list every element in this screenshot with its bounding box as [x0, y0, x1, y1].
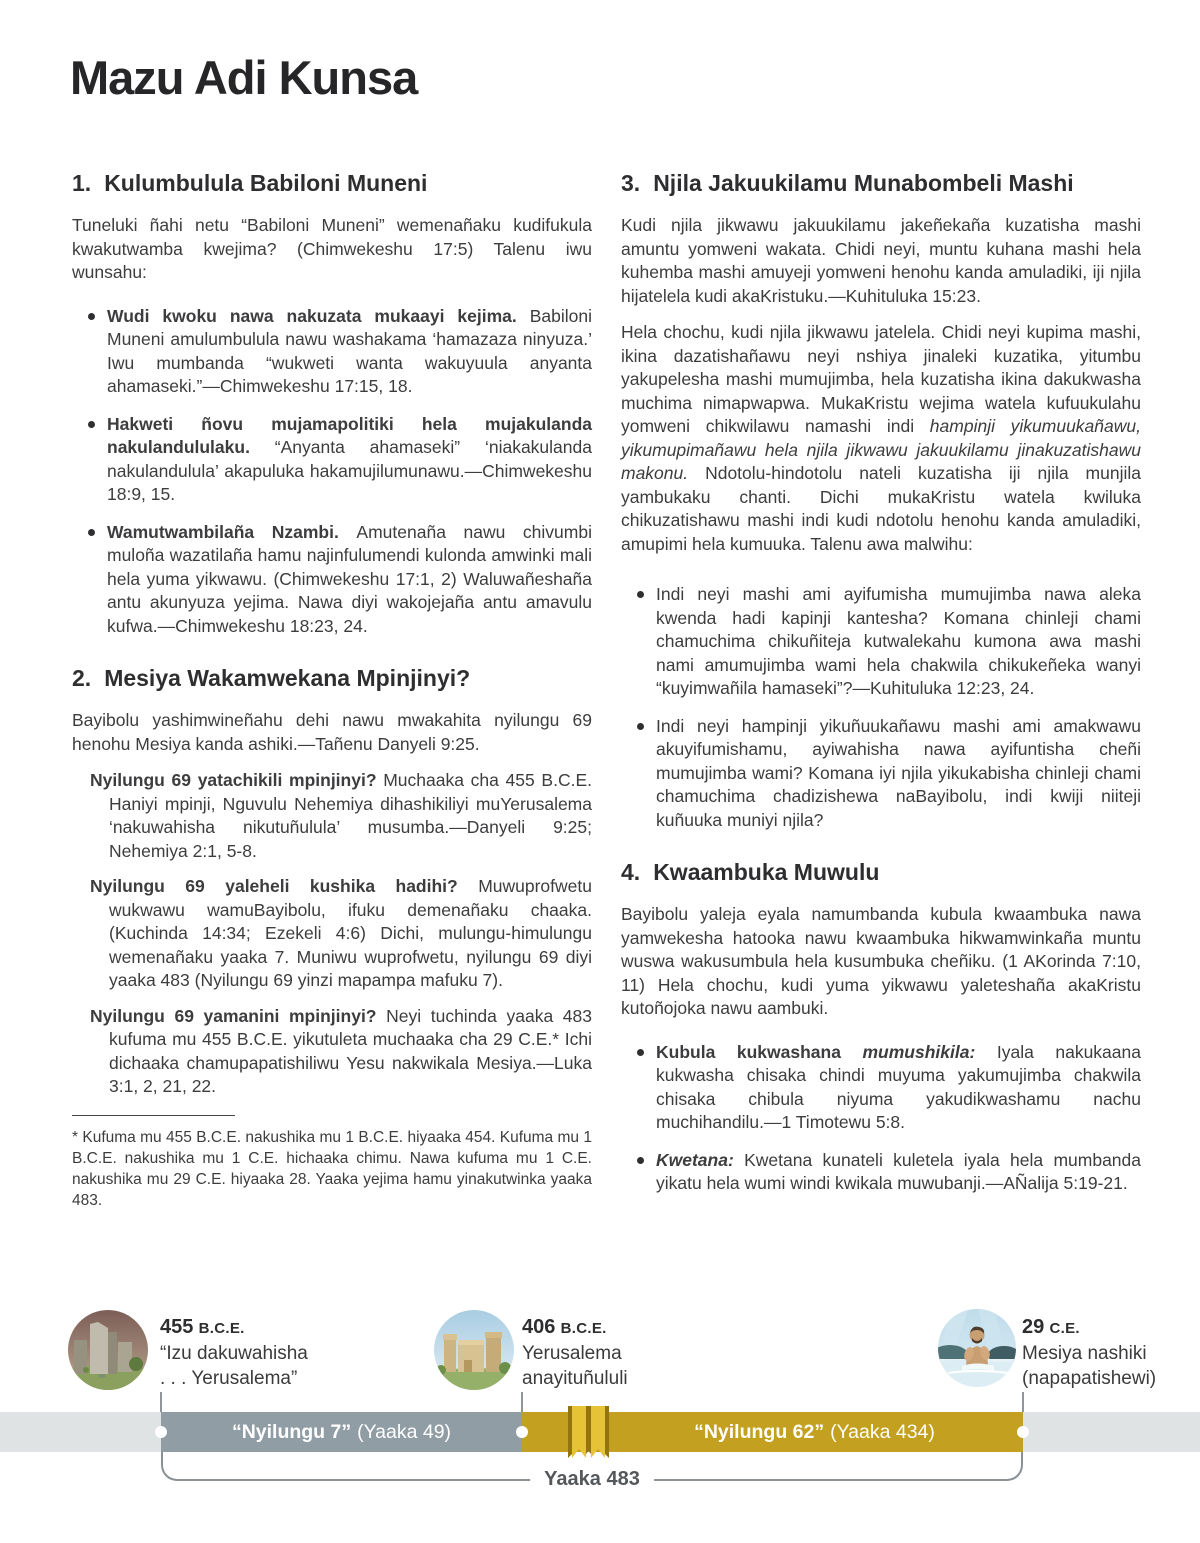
section-number: 3.: [621, 170, 641, 196]
bullet-lead-italic: mumushikila:: [862, 1041, 997, 1062]
question-lead: Nyilungu 69 yatachikili mpinjinyi?: [90, 770, 384, 790]
list-item: [621, 715, 1141, 833]
event-caption-line: anayituñululi: [522, 1368, 628, 1389]
section-3-paragraph-1: Kudi njila jikwawu jakuukilamu jakeñekaña kuzatisha mashi amuntu yomweni wakata. Chidi neyi, muntu kuhana mashi hela kuhemba mashi amuyeji yomweni henohu kanda amuladiki, iji njila hijatelela kudi akaKristuku.—Kuhituluka 15:23.: [621, 215, 1141, 306]
page-title: Mazu Adi Kunsa: [70, 51, 418, 104]
section-3-paragraph-2: [621, 321, 1141, 556]
bar-label-bold: “Nyilungu 7”: [231, 1420, 352, 1443]
list-item: [72, 305, 592, 399]
sub-paragraph: [72, 875, 592, 993]
event-year: 455: [160, 1316, 194, 1338]
event-caption-line: Mesiya nashiki: [1022, 1343, 1147, 1364]
question-lead: Nyilungu 69 yamanini mpinjinyi?: [90, 1005, 387, 1026]
section-1-intro: Tuneluki ñahi netu “Babiloni Muneni” wemenañaku kudifukula kwakutwamba kwejima? (Chimwekeshu 17:5) Talenu iwu wunsahu:: [72, 215, 592, 282]
bullet-text: “Anyanta ahamaseki” ‘niakakulanda nakulandulula’ akapuluka hakamujilumunawu.—Chimwekeshu 18:9, 15.: [107, 437, 592, 504]
event-date: [160, 1315, 308, 1341]
left-column: [72, 170, 592, 1211]
footnote: * Kufuma mu 455 B.C.E. nakushika mu 1 B.C.E. hiyaaka 454. Kufuma mu 1 B.C.E. nakushika mu 1 C.E. hichaaka chimu. Nawa kufuma mu 1 C.E. nakushika mu 29 C.E. hiyaaka 28. Yaaka yejima hamu yinakutwinka yaaka 483.: [72, 1128, 592, 1209]
rebuilt-city-walls-image: [434, 1310, 514, 1390]
section-title: Mesiya Wakamwekana Mpinjinyi?: [104, 665, 471, 691]
event-caption-line: Yerusalema: [522, 1343, 622, 1364]
section-4-heading: [621, 859, 1141, 886]
timeline-event-406: [522, 1315, 628, 1391]
bullet-lead-italic: Kwetana:: [656, 1149, 745, 1170]
footnote-divider: [72, 1115, 235, 1116]
list-item: [72, 413, 592, 507]
paragraph-text: Ndotolu-hindotolu nateli kuzatisha iji njila munjila yambukaku chanti. Dichi mukaKristu watela kwiluka chikuzatishawu mashi indi kudi ndotolu henohu kanda amuladiki, amupimi hela kumuuka. Talenu awa malwihu:: [621, 463, 1141, 554]
event-year: 406: [522, 1316, 556, 1338]
section-number: 1.: [72, 170, 92, 196]
timeline-total-label: Yaaka 483: [530, 1468, 654, 1491]
paragraph-text: Muwuprofwetu wukwawu wamuBayibolu, ifuku demenañaku chaaka. (Kuchinda 14:34; Ezekeli 4:6) Dichi, mulungu-himulungu wemenañaku yaaka 7. Muniwu wuprofwetu, nyilungu 69 diyi yaaka 483 (Nyilungu 69 yinzi mapampa mafuku 7).: [109, 876, 592, 990]
section-1-heading: [72, 170, 592, 197]
event-era: B.C.E.: [198, 1320, 245, 1337]
bullet-text: Iyala nakukaana kukwasha chisaka chindi muyuma yakumujimba chakwila chisaka chibula niyuma yakudikwashamu nachu muchihandilu.—1 Timotewu 5:8.: [656, 1041, 1141, 1132]
bar-label: (Yaaka 434): [830, 1420, 935, 1443]
bullet-lead: Wamutwambilaña Nzambi.: [107, 521, 357, 542]
bullet-lead: Hakweti ñovu mujamapolitiki hela mujakulanda nakulandululaku.: [107, 413, 592, 457]
sub-paragraph: [72, 769, 592, 863]
list-item: [621, 583, 1141, 701]
list-item: [72, 521, 592, 639]
list-item: [621, 1149, 1141, 1196]
section-3-bullet-list: [621, 583, 1141, 832]
bullet-text: Kwetana kunateli kuletela iyala hela mumbanda yikatu hela wumi windi kwikala muwubanji.—AÑalija 5:19-21.: [656, 1149, 1142, 1193]
event-caption-line: . . . Yerusalema”: [160, 1368, 298, 1389]
section-4-bullet-list: [621, 1041, 1141, 1196]
event-date: [1022, 1315, 1156, 1341]
bullet-lead: Kubula kukwashana: [656, 1041, 863, 1062]
timeline-total-bracket: [161, 1452, 1023, 1490]
timeline-bar-nyilungu-7: [161, 1412, 522, 1452]
section-title: Kulumbulula Babiloni Muneni: [104, 170, 428, 196]
section-2-intro: Bayibolu yashimwineñahu dehi nawu mwakahita nyilungu 69 henohu Mesiya kanda ashiki.—Tañenu Danyeli 9:25.: [72, 710, 592, 754]
section-3-heading: [621, 170, 1141, 197]
bullet-text: Babiloni Muneni amulumbulula nawu washakama ‘hamazaza ninyuza.’ Iwu mumbanda “wukweti wanta wakuyuula anyanta ahamaseki.”—Chimwekeshu 17:15, 18.: [107, 305, 592, 396]
sub-paragraph: [72, 1005, 592, 1099]
timeline-dot: [1017, 1426, 1029, 1438]
timeline-tick: [1022, 1392, 1024, 1412]
bullet-lead: Wudi kwoku nawa nakuzata mukaayi kejima.: [107, 305, 530, 326]
section-4-intro: Bayibolu yaleja eyala namumbanda kubula kwaambuka nawa yamwekesha hatooka nawu kwaambuka hikwamwinkaña muntu wuswa wakusumbula hela kusumbuka cheñiku. (1 AKorinda 7:10, 11) Hela chochu, kudi yuma yikwawu yaleteshaña akaKristu kutoñojoka nawu aambuki.: [621, 904, 1141, 1018]
bar-label: (Yaaka 49): [357, 1420, 452, 1443]
timeline-dot: [516, 1426, 528, 1438]
timeline-tick: [160, 1392, 162, 1412]
bullet-text: Amutenaña nawu chivumbi muloña wazatilaña hamu najinfulumendi kulonda amwinki mali hela yuma yikwawu. (Chimwekeshu 17:1, 2) Waluwañeshaña antu akunyuza yejima. Nawa diyi wakojejaña antu amavulu kufwa.—Chimwekeshu 18:23, 24.: [107, 521, 592, 636]
paragraph-text: Neyi tuchinda yaaka 483 kufuma mu 455 B.C.E. yikutuleta muchaaka cha 29 C.E.* Ichi dichaaka chamupapatishiliwu Yesu nakwikala Mesiya.—Luka 3:1, 2, 21, 22.: [109, 1005, 592, 1096]
bar-label-bold: “Nyilungu 62”: [694, 1420, 825, 1443]
question-lead: Nyilungu 69 yaleheli kushika hadihi?: [90, 876, 479, 896]
timeline-event-29: [1022, 1315, 1156, 1391]
paragraph-text: Hela chochu, kudi njila jikwawu jatelela. Chidi neyi kupima mashi, ikina dazatishañawu neyi nshiya jinaleki kuzatika, yitumbu yakupelesha mashi mumujimba, hela kuzatisha ikina dakukwasha muchima nimapwapwa. MukaKristu wejima watela kufuukulahu yomweni chikwilawu namashi indi: [621, 322, 1141, 436]
paragraph-text: Muchaaka cha 455 B.C.E. Haniyi mpinji, Nguvulu Nehemiya dihashikiliyi muYerusalema ‘nakuwahisha nikutuñulula’ musumba.—Danyeli 9:25; Nehemiya 2:1, 5-8.: [109, 770, 592, 861]
section-2-heading: [72, 665, 592, 692]
section-title: Njila Jakuukilamu Munabombeli Mashi: [653, 170, 1074, 196]
list-item: [621, 1041, 1141, 1135]
bullet-text: Indi neyi hampinji yikuñuukañawu mashi ami amakwawu akuyifumishamu, ayiwahisha nawa ayifuntisha cheñi mumujimba wami? Komana iyi njila yikukabisha chinleji chami chamuchima chadizishewa naBayibolu, indi kwiji niiteji kuñuuka muniyi njila?: [656, 715, 1141, 830]
event-caption-line: “Izu dakuwahisha: [160, 1343, 308, 1364]
bullet-text: Indi neyi mashi ami ayifumisha mumujimba nawa aleka kwenda hadi kapinji kantesha? Komana chinleji chami chamuchima chikuñiteja kutwalekahu kumona awa mashi nami amumujimba wami hela chakwila chikukeñeka wanyi “kuyimwañila hamaseki”?—Kuhituluka 12:23, 24.: [656, 584, 1141, 698]
section-number: 2.: [72, 665, 92, 691]
ruins-of-jerusalem-image: [68, 1310, 148, 1390]
event-caption-line: (napapatishewi): [1022, 1368, 1157, 1389]
section-title: Kwaambuka Muwulu: [653, 859, 880, 885]
event-era: B.C.E.: [560, 1320, 607, 1337]
timeline-event-455: [160, 1315, 308, 1391]
timeline-dot: [155, 1426, 167, 1438]
event-date: [522, 1315, 628, 1341]
messiah-baptism-image: [938, 1309, 1016, 1387]
event-year: 29: [1022, 1316, 1045, 1338]
event-era: C.E.: [1049, 1320, 1080, 1337]
section-1-bullet-list: [72, 305, 592, 639]
right-column: [621, 170, 1141, 1210]
paragraph-italic-text: hampinji yikumuukañawu, yikumupimañawu hela njila jikwawu jakuukilamu jinakuzatishawu makonu.: [621, 416, 1141, 483]
timeline-tick: [521, 1392, 523, 1412]
section-number: 4.: [621, 859, 641, 885]
